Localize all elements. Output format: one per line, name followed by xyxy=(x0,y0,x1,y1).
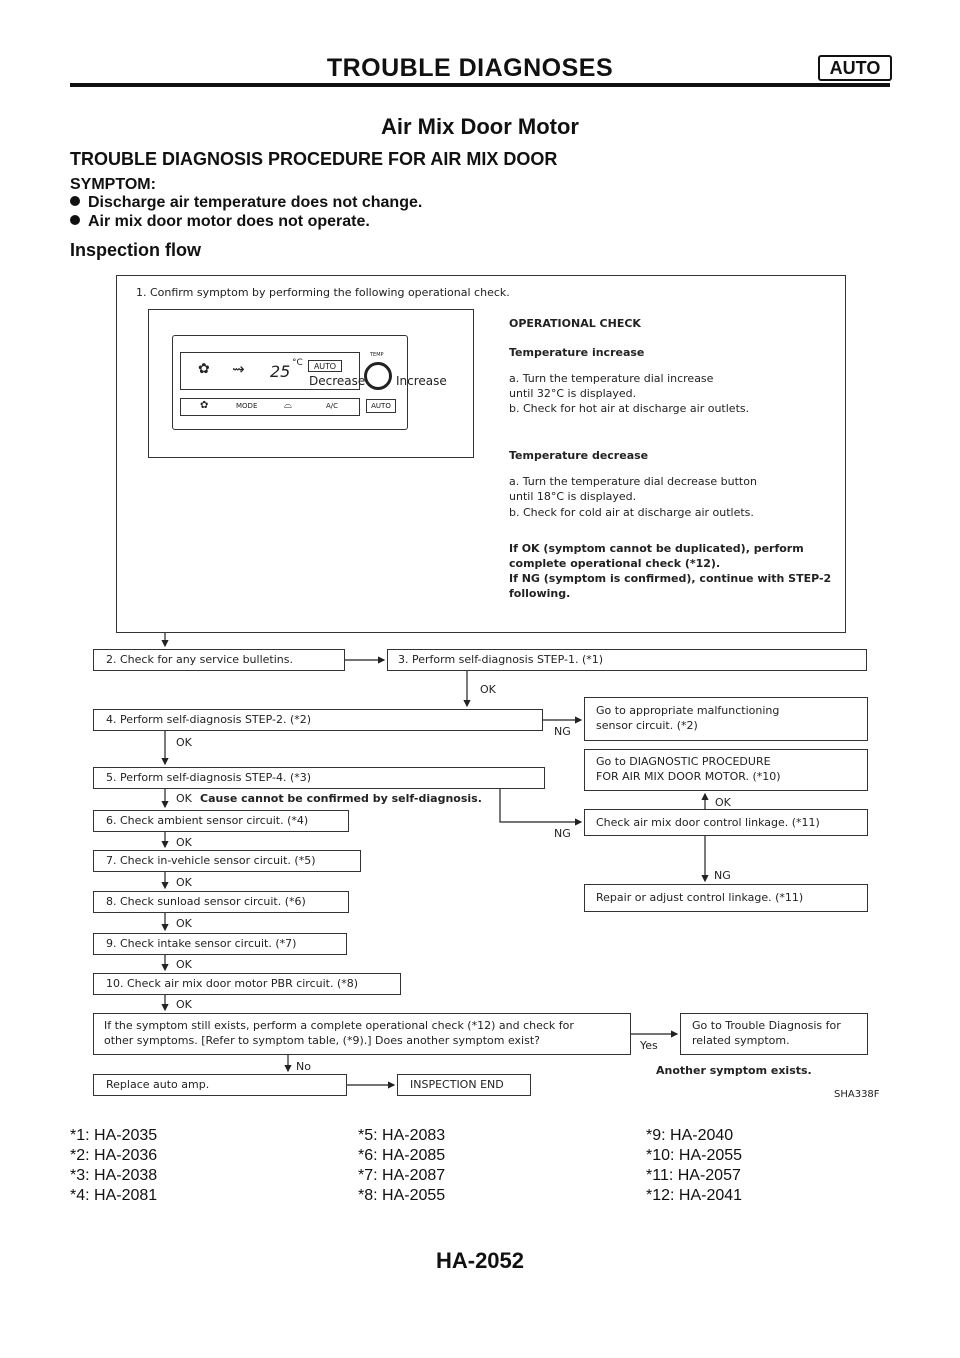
ref-item: *1: HA-2035 xyxy=(70,1127,158,1144)
display-unit: °C xyxy=(292,358,303,368)
step2-label: 2. Check for any service bulletins. xyxy=(106,653,293,666)
linkage-label: Check air mix door control linkage. (*11) xyxy=(596,816,820,829)
ref-item: *9: HA-2040 xyxy=(646,1127,734,1144)
final-question-line2: other symptoms. [Refer to symptom table, (*9).] Does another symptom exist? xyxy=(104,1034,540,1047)
ref-item: *4: HA-2081 xyxy=(70,1187,158,1204)
end-label: INSPECTION END xyxy=(410,1078,504,1091)
auto-button[interactable]: AUTO xyxy=(366,399,396,413)
dec-step-a2: until 18°C is displayed. xyxy=(509,490,637,503)
ok-line2: complete operational check (*12). xyxy=(509,557,721,570)
ok-line1: If OK (symptom cannot be duplicated), perform xyxy=(509,542,804,555)
step6-label: 6. Check ambient sensor circuit. (*4) xyxy=(106,814,309,827)
ng-label: NG xyxy=(554,725,571,738)
another-symptom-label: Another symptom exists. xyxy=(656,1064,812,1077)
ref-column xyxy=(70,1126,157,1206)
yes-label: Yes xyxy=(640,1039,658,1052)
vent-mode-icon: ⇝ xyxy=(232,360,245,378)
ref-item: *5: HA-2083 xyxy=(358,1127,446,1144)
fan-icon: ✿ xyxy=(198,361,210,377)
diagnostic-line1: Go to DIAGNOSTIC PROCEDURE xyxy=(596,755,771,768)
cause-label: Cause cannot be confirmed by self-diagnosis. xyxy=(200,792,482,805)
replace-label: Replace auto amp. xyxy=(106,1078,210,1091)
ac-button[interactable]: A/C xyxy=(326,402,339,410)
auto-badge: AUTO xyxy=(818,55,892,81)
increase-label: Increase xyxy=(396,374,447,388)
inc-step-b: b. Check for hot air at discharge air outlets. xyxy=(509,402,750,415)
ng-label: NG xyxy=(714,869,731,882)
ng-label: NG xyxy=(554,827,571,840)
figure-code: SHA338F xyxy=(834,1089,880,1100)
ok-label: OK xyxy=(176,836,192,849)
ok-label: OK xyxy=(480,683,496,696)
ok-label: OK xyxy=(176,998,192,1011)
display-auto-badge: AUTO xyxy=(308,360,342,372)
ref-item: *6: HA-2085 xyxy=(358,1147,446,1164)
repair-label: Repair or adjust control linkage. (*11) xyxy=(596,891,804,904)
step5-label: 5. Perform self-diagnosis STEP-4. (*3) xyxy=(106,771,312,784)
malfunction-line2: sensor circuit. (*2) xyxy=(596,719,698,732)
ref-column xyxy=(646,1126,742,1206)
symptom-label: SYMPTOM: xyxy=(70,176,156,193)
step4-label: 4. Perform self-diagnosis STEP-2. (*2) xyxy=(106,713,312,726)
ref-item: *7: HA-2087 xyxy=(358,1167,446,1184)
inc-step-a1: a. Turn the temperature dial increase xyxy=(509,372,714,385)
ref-item: *8: HA-2055 xyxy=(358,1187,446,1204)
ref-item: *12: HA-2041 xyxy=(646,1187,743,1204)
page-number: HA-2052 xyxy=(435,1248,525,1273)
page-heading: Air Mix Door Motor xyxy=(381,114,579,139)
temp-increase-title: Temperature increase xyxy=(509,346,645,359)
no-label: No xyxy=(296,1060,311,1073)
mode-button[interactable]: MODE xyxy=(236,402,258,410)
flow-heading: Inspection flow xyxy=(70,240,202,260)
ok-label: OK xyxy=(176,958,192,971)
symptom-text: Discharge air temperature does not change. xyxy=(88,194,423,211)
symptom-text: Air mix door motor does not operate. xyxy=(88,213,370,230)
header-title: TROUBLE DIAGNOSES xyxy=(326,54,614,82)
temp-label: TEMP xyxy=(370,352,384,358)
step9-label: 9. Check intake sensor circuit. (*7) xyxy=(106,937,297,950)
ref-column xyxy=(358,1126,445,1206)
goto-line1: Go to Trouble Diagnosis for xyxy=(692,1019,841,1032)
malfunction-line1: Go to appropriate malfunctioning xyxy=(596,704,780,717)
ref-item: *11: HA-2057 xyxy=(646,1167,741,1184)
step7-label: 7. Check in-vehicle sensor circuit. (*5) xyxy=(106,854,316,867)
decrease-label: Decrease xyxy=(309,374,366,388)
dec-step-a1: a. Turn the temperature dial decrease button xyxy=(509,475,757,488)
display-temp: 25 xyxy=(270,362,291,381)
ng-line1: If NG (symptom is confirmed), continue with STEP-2 xyxy=(509,572,832,585)
dec-step-b: b. Check for cold air at discharge air outlets. xyxy=(509,506,754,519)
diagnostic-line2: FOR AIR MIX DOOR MOTOR. (*10) xyxy=(596,770,781,783)
ng-line2: following. xyxy=(509,587,571,600)
defrost-button-icon[interactable]: ⌓ xyxy=(284,400,292,411)
section-title: TROUBLE DIAGNOSIS PROCEDURE FOR AIR MIX DOOR xyxy=(70,149,558,169)
ref-item: *3: HA-2038 xyxy=(70,1167,158,1184)
final-question-line1: If the symptom still exists, perform a complete operational check (*12) and check for xyxy=(104,1019,574,1032)
ok-label: OK xyxy=(176,876,192,889)
ok-label: OK xyxy=(176,736,192,749)
step1-label: 1. Confirm symptom by performing the following operational check. xyxy=(136,286,510,299)
temp-decrease-title: Temperature decrease xyxy=(509,449,649,462)
step8-label: 8. Check sunload sensor circuit. (*6) xyxy=(106,895,306,908)
ref-item: *10: HA-2055 xyxy=(646,1147,743,1164)
fan-button-icon[interactable]: ✿ xyxy=(200,400,209,411)
op-check-title: OPERATIONAL CHECK xyxy=(509,317,641,330)
ref-item: *2: HA-2036 xyxy=(70,1147,158,1164)
ok-label: OK xyxy=(176,792,192,805)
step3-label: 3. Perform self-diagnosis STEP-1. (*1) xyxy=(398,653,604,666)
inc-step-a2: until 32°C is displayed. xyxy=(509,387,637,400)
goto-line2: related symptom. xyxy=(692,1034,790,1047)
step10-label: 10. Check air mix door motor PBR circuit. (*8) xyxy=(106,977,359,990)
ok-label: OK xyxy=(715,796,731,809)
ok-label: OK xyxy=(176,917,192,930)
